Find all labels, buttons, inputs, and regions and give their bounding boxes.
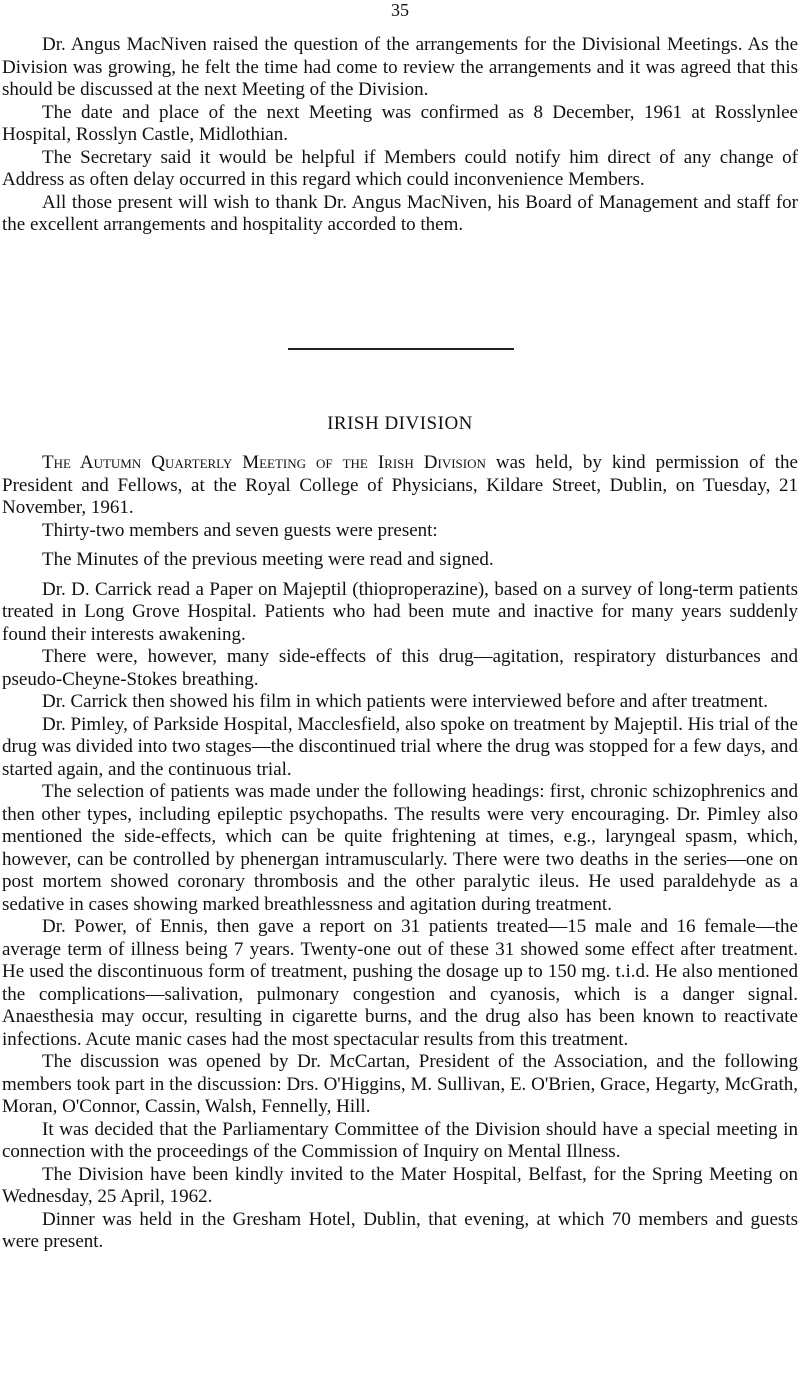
paragraph: All those present will wish to thank Dr. Angus MacNiven, his Board of Management and staff for the excellent arrangements and hospitality accorded to them.	[2, 191, 798, 235]
intro-rest: was held, by kind permission of the President and Fellows, at the Royal College of Physicians, Kildare Street, Dublin, on Tuesday, 21 November, 1961.	[2, 452, 798, 518]
paragraph: The Division have been kindly invited to the Mater Hospital, Belfast, for the Spring Meeting on Wednesday, 25 April, 1962.	[2, 1163, 798, 1207]
paragraph: The Secretary said it would be helpful if Members could notify him direct of any change of Address as often delay occurred in this regard which could inconvenience Members.	[2, 146, 798, 190]
paragraph: The date and place of the next Meeting was confirmed as 8 December, 1961 at Rosslynlee Hospital, Rosslyn Castle, Midlothian.	[2, 101, 798, 145]
section-one	[2, 34, 798, 237]
paragraph: It was decided that the Parliamentary Committee of the Division should have a special meeting in connection with the proceedings of the Commission of Inquiry on Mental Illness.	[2, 1118, 798, 1162]
section-divider	[288, 348, 514, 350]
paragraph: The selection of patients was made under the following headings: first, chronic schizophrenics and then other types, including epileptic psychopaths. The results were very encouraging. Dr. Pimley also mentioned the side-effects, which can be quite frightening at times, e.g., laryngeal spasm, which, however, can be controlled by phenergan intramuscularly. There were two deaths in the series—one on post mortem showed coronary thrombosis and the other paralytic ileus. He used paraldehyde as a sedative in cases showing marked breathlessness and agitation during treatment.	[2, 781, 798, 915]
paragraph: Dr. Carrick then showed his film in which patients were interviewed before and after treatment.	[42, 691, 768, 712]
paragraph: There were, however, many side-effects of this drug—agitation, respiratory disturbances and pseudo-Cheyne-Stokes breathing.	[2, 646, 798, 690]
paragraph: Dr. Power, of Ennis, then gave a report on 31 patients treated—15 male and 16 female—the average term of illness being 7 years. Twenty-one out of these 31 showed some effect after treatment. He used the discontinuous form of treatment, pushing the dosage up to 150 mg. t.i.d. He also mentioned the complications—salivation, pulmonary congestion and cyanosis, which is a danger signal. Anaesthesia may occur, resulting in cigarette burns, and the drug also has been known to reactivate infections. Acute manic cases had the most spectacular results from this treatment.	[2, 916, 798, 1050]
intro-lead: The Autumn Quarterly Meeting of the Irish Division	[42, 452, 486, 473]
paragraph: Dr. D. Carrick read a Paper on Majeptil (thioproperazine), based on a survey of long-term patients treated in Long Grove Hospital. Patients who had been mute and inactive for many years suddenly found their interests awakening.	[2, 578, 798, 645]
paragraph: Dinner was held in the Gresham Hotel, Dublin, that evening, at which 70 members and guests were present.	[2, 1208, 798, 1252]
irish-division-section	[2, 452, 798, 1254]
attendance-paragraph: Thirty-two members and seven guests were present:	[42, 519, 438, 541]
paragraph: Dr. Angus MacNiven raised the question of the arrangements for the Divisional Meetings. As the Division was growing, he felt the time had come to review the arrangements and it was agreed that this should be discussed at the next Meeting of the Division.	[2, 34, 798, 100]
minutes-paragraph: The Minutes of the previous meeting were read and signed.	[42, 549, 494, 570]
paragraph: Dr. Pimley, of Parkside Hospital, Macclesfield, also spoke on treatment by Majeptil. His trial of the drug was divided into two stages—the discontinued trial where the drug was stopped for a few days, and started again, and the continuous trial.	[2, 713, 798, 780]
intro-paragraph	[2, 452, 798, 520]
page-number: 35	[391, 0, 409, 20]
paragraph: The discussion was opened by Dr. McCartan, President of the Association, and the following members took part in the discussion: Drs. O'Higgins, M. Sullivan, E. O'Brien, Grace, Hegarty, McGrath, Moran, O'Connor, Cassin, Walsh, Fennelly, Hill.	[2, 1051, 798, 1117]
section-heading: IRISH DIVISION	[327, 413, 473, 434]
